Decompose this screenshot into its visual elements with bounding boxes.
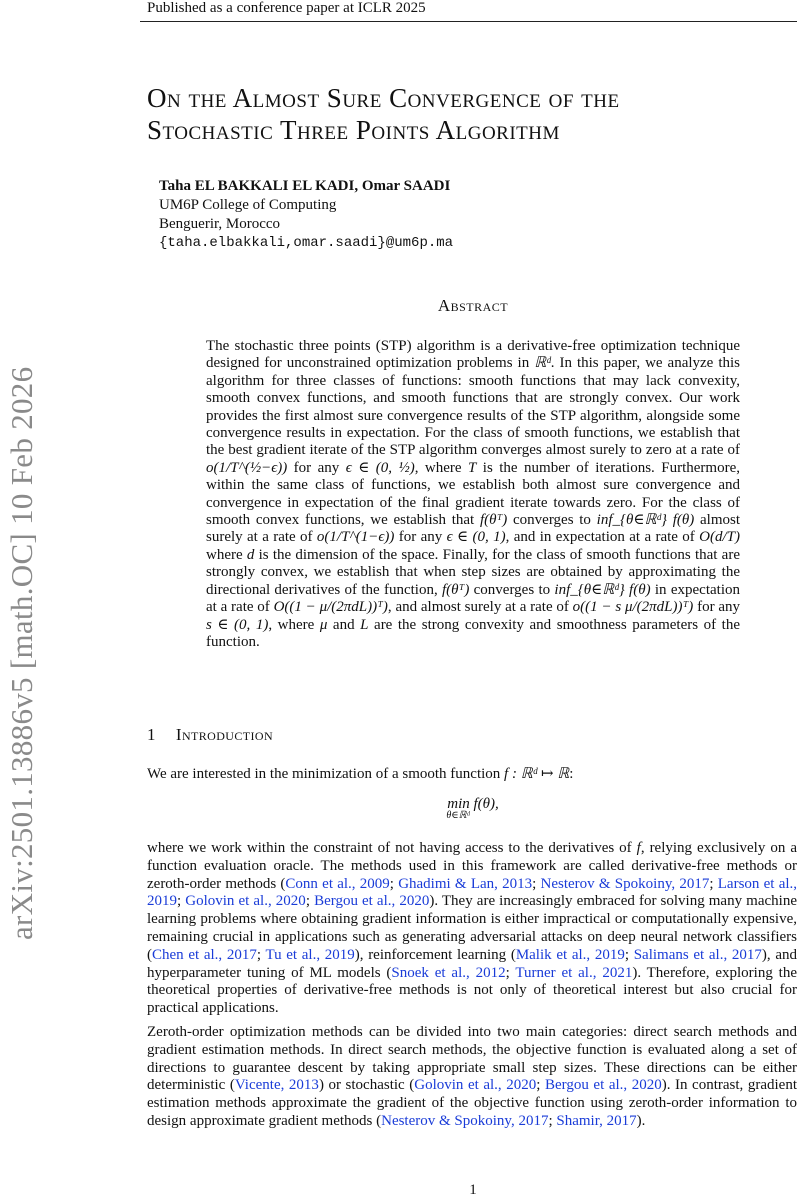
inline-math: f(θᵀ) bbox=[442, 581, 470, 598]
text-run: ; bbox=[177, 893, 186, 910]
inline-math: d bbox=[246, 546, 255, 563]
inline-math: O(d/T) bbox=[699, 529, 740, 546]
text-run: for any bbox=[394, 529, 447, 546]
text-run: ; bbox=[548, 1112, 557, 1129]
text-run: ; bbox=[624, 946, 634, 963]
text-run: converges to bbox=[469, 581, 555, 598]
arxiv-stamp: arXiv:2501.13886v5 [math.OC] 10 Feb 2026 bbox=[4, 366, 39, 940]
inline-math: ℝᵈ bbox=[534, 355, 551, 372]
inline-math: T bbox=[468, 459, 477, 476]
citation-link[interactable]: Golovin et al., 2020 bbox=[185, 893, 306, 910]
text-run: ). They are increasingly embraced for solving many machine learning problems where obtaining gradient information is either impractical or computationally expensive, remaining crucial in applications such as generating adversarial attacks on deep neural network classifiers ( bbox=[147, 893, 797, 963]
text-run: , where bbox=[414, 459, 469, 476]
author-block bbox=[159, 177, 453, 253]
text-run: in expectation at a rate of bbox=[206, 581, 740, 616]
text-run: for any bbox=[693, 599, 741, 616]
section-number: 1 bbox=[147, 725, 156, 744]
title-line: Stochastic Three Points Algorithm bbox=[147, 115, 560, 145]
paragraph bbox=[147, 840, 797, 1018]
abstract-body bbox=[206, 338, 740, 651]
text-run: ; bbox=[305, 893, 315, 910]
inline-math: s ∈ (0, 1) bbox=[206, 616, 269, 633]
text-run: ; bbox=[256, 946, 266, 963]
text-run: ), reinforcement learning ( bbox=[354, 946, 516, 963]
citation-link[interactable]: Nesterov & Spokoiny, 2017 bbox=[381, 1112, 549, 1129]
text-run: We are interested in the minimization of a smooth function bbox=[147, 766, 505, 782]
author-names: Taha EL BAKKALI EL KADI, Omar SAADI bbox=[159, 178, 451, 194]
inline-math: o((1 − s μ/(2πdL))ᵀ) bbox=[572, 599, 694, 616]
citation-link[interactable]: Conn et al., 2009 bbox=[285, 875, 390, 892]
text-run: ; bbox=[505, 964, 516, 981]
text-run: where we work within the constraint of not having access to the derivatives of bbox=[147, 840, 637, 856]
inline-math: L bbox=[360, 616, 369, 633]
author-email: {taha.elbakkali,omar.saadi}@um6p.ma bbox=[159, 235, 454, 251]
citation-link[interactable]: Vicente, 2013 bbox=[234, 1077, 319, 1094]
text-run: ; bbox=[709, 875, 718, 892]
text-run: ; bbox=[532, 875, 541, 892]
text-run: where bbox=[206, 546, 247, 563]
inline-math: o(1/T^(½−ϵ)) bbox=[206, 459, 288, 476]
inline-math: inf_{θ∈ℝᵈ} f(θ) bbox=[596, 512, 695, 529]
header-rule bbox=[140, 21, 797, 22]
section-title: Introduction bbox=[175, 725, 274, 744]
citation-link[interactable]: Chen et al., 2017 bbox=[152, 946, 257, 963]
inline-math: O((1 − μ/(2πdL))ᵀ) bbox=[273, 599, 388, 616]
text-run: for any bbox=[287, 459, 346, 476]
display-equation bbox=[0, 796, 797, 821]
inline-math: f(θᵀ) bbox=[479, 512, 508, 529]
text-run: ; bbox=[389, 875, 399, 892]
citation-link[interactable]: Tu et al., 2019 bbox=[265, 946, 355, 963]
text-run: Zeroth-order optimization methods can be divided into two main categories: direct search methods and gradient estimation methods. In direct search methods, the objective function is evaluated along a set of directions to guarantee descent by taking appropriate small step sizes. These directions can be either deterministic ( bbox=[147, 1024, 797, 1094]
inline-math: inf_{θ∈ℝᵈ} f(θ) bbox=[554, 581, 651, 598]
text-run: is the number of iterations. Furthermore, within the same class of functions, we establish both almost sure convergence and convergence in expectation of the final gradient iterate towards zero. For the class of smooth convex functions, we establish that bbox=[206, 459, 740, 529]
citation-link[interactable]: Malik et al., 2019 bbox=[515, 946, 625, 963]
text-run: , relying exclusively on a function evaluation oracle. The methods used in this framework are called derivative-free methods or zeroth-order methods ( bbox=[147, 840, 797, 892]
citation-link[interactable]: Ghadimi & Lan, 2013 bbox=[398, 875, 533, 892]
text-run: ) or stochastic ( bbox=[318, 1077, 415, 1094]
paragraph bbox=[147, 1024, 797, 1131]
text-run: , and in expectation at a rate of bbox=[505, 529, 700, 546]
citation-link[interactable]: Bergou et al., 2020 bbox=[544, 1077, 662, 1094]
equation-subscript: θ∈ℝᵈ bbox=[446, 810, 470, 821]
affiliation: UM6P College of Computing bbox=[159, 197, 337, 213]
text-run: is the dimension of the space. Finally, for the class of smooth functions that are strongly convex, we establish that when step sizes are obtained by approximating the directional derivatives of the function, bbox=[206, 546, 740, 598]
paper-title bbox=[147, 82, 620, 146]
text-run: , and almost surely at a rate of bbox=[387, 599, 573, 616]
text-run: ), and hyperparameter tuning of ML models ( bbox=[147, 946, 797, 981]
inline-math: f bbox=[636, 840, 641, 856]
text-run: ). Therefore, exploring the theoretical properties of derivative-free methods is not only of theoretical interest but also crucial for practical applications. bbox=[147, 964, 797, 1017]
citation-link[interactable]: Snoek et al., 2012 bbox=[391, 964, 506, 981]
page-number: 1 bbox=[469, 1182, 477, 1198]
inline-math: o(1/T^(1−ϵ)) bbox=[316, 529, 395, 546]
text-run: converges to bbox=[507, 512, 597, 529]
equation-main: min f(θ), bbox=[447, 796, 499, 812]
text-run: ). In contrast, gradient estimation methods approximate the gradient of the objective function using zeroth-order information to design approximate gradient methods ( bbox=[147, 1077, 797, 1129]
section-heading bbox=[147, 725, 273, 745]
text-run: are the strong convexity and smoothness parameters of the function. bbox=[206, 616, 740, 650]
text-run: , where bbox=[268, 616, 320, 633]
location: Benguerir, Morocco bbox=[159, 216, 281, 232]
text-run: ). bbox=[636, 1112, 646, 1129]
abstract-heading: Abstract bbox=[437, 296, 509, 315]
text-run: : bbox=[569, 766, 574, 782]
inline-math: μ bbox=[319, 616, 328, 633]
citation-link[interactable]: Salimans et al., 2017 bbox=[633, 946, 762, 963]
running-header: Published as a conference paper at ICLR 2025 bbox=[147, 0, 426, 16]
text-run: . In this paper, we analyze this algorithm for three classes of functions: smooth functions that may lack convexity, smooth convex functions, and smooth functions that are strongly convex. Our work provides the first almost sure convergence results of the STP algorithm, alongside some convergence results in expectation. For the class of smooth functions, we establish that the best gradient iterate of the STP algorithm converges almost surely to zero at a rate of bbox=[206, 355, 741, 459]
citation-link[interactable]: Turner et al., 2021 bbox=[515, 964, 633, 981]
inline-math: ϵ ∈ (0, 1) bbox=[446, 529, 506, 546]
text-run: The stochastic three points (STP) algorithm is a derivative-free optimization technique designed for unconstrained optimization problems in bbox=[206, 338, 740, 372]
citation-link[interactable]: Nesterov & Spokoiny, 2017 bbox=[540, 875, 710, 892]
citation-link[interactable]: Golovin et al., 2020 bbox=[414, 1077, 537, 1094]
text-run: and bbox=[327, 616, 361, 633]
citation-link[interactable]: Shamir, 2017 bbox=[556, 1112, 637, 1129]
citation-link[interactable]: Larson et al., 2019 bbox=[147, 875, 797, 910]
text-run: ; bbox=[536, 1077, 545, 1094]
title-line: On the Almost Sure Convergence of the bbox=[147, 83, 620, 113]
citation-link[interactable]: Bergou et al., 2020 bbox=[314, 893, 430, 910]
inline-math: ϵ ∈ (0, ½) bbox=[345, 459, 415, 476]
text-run: almost surely at a rate of bbox=[206, 512, 740, 546]
paragraph bbox=[147, 766, 797, 784]
inline-math: f : ℝᵈ ↦ ℝ bbox=[504, 766, 570, 782]
